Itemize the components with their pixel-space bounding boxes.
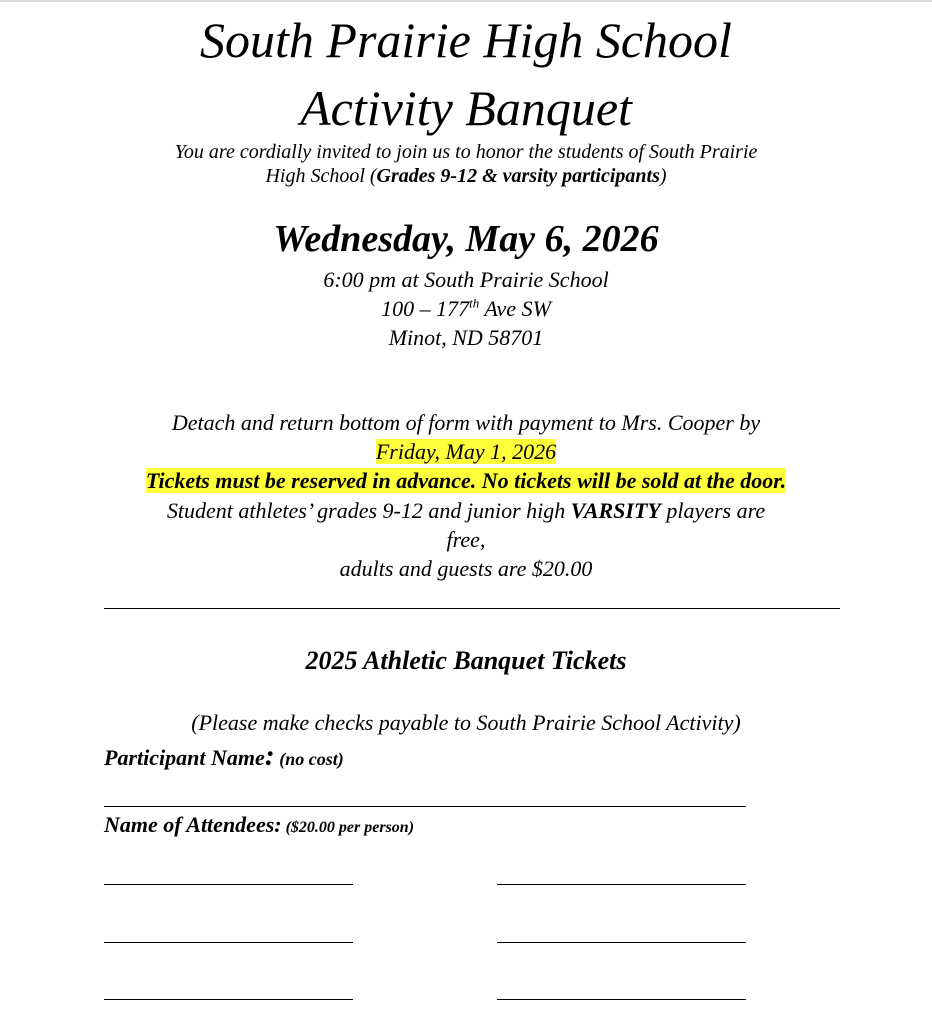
attendee-field-2[interactable] <box>497 884 746 885</box>
free-line: Student athletes’ grades 9-12 and junior high VARSITY players are <box>166 498 766 523</box>
advance-notice: Tickets must be reserved in advance. No tickets will be sold at the door. <box>145 468 787 493</box>
school-title: South Prairie High School <box>200 12 732 68</box>
attendee-field-6[interactable] <box>497 999 746 1000</box>
checks-note: (Please make checks payable to South Prairie School Activity) <box>191 710 741 735</box>
attendee-field-1[interactable] <box>104 884 353 885</box>
page-top-border <box>0 0 932 2</box>
deadline-line <box>0 437 932 466</box>
detach-instructions: Detach and return bottom of form with payment to Mrs. Cooper by <box>171 410 761 435</box>
event-address: 100 – 177th Ave SW <box>381 295 551 321</box>
participant-name-field[interactable] <box>104 806 746 807</box>
invite-line-2: High School (Grades 9-12 & varsity participants) <box>265 165 667 187</box>
invite-line-1: You are cordially invited to join us to honor the students of South Prairie <box>174 141 758 163</box>
attendees-label: Name of Attendees: ($20.00 per person) <box>104 812 415 837</box>
advance-notice-line <box>0 466 932 495</box>
participant-name-label: Participant Name: (no cost) <box>104 739 344 772</box>
banquet-title: Activity Banquet <box>300 80 632 136</box>
detach-divider <box>104 608 840 609</box>
event-date: Wednesday, May 6, 2026 <box>273 218 659 260</box>
event-time-location: 6:00 pm at South Prairie School <box>323 267 609 292</box>
attendee-field-3[interactable] <box>104 942 353 943</box>
free-word: free, <box>446 527 486 552</box>
deadline-highlight: Friday, May 1, 2026 <box>375 439 557 464</box>
attendee-field-5[interactable] <box>104 999 353 1000</box>
tickets-title: 2025 Athletic Banquet Tickets <box>305 646 627 675</box>
attendee-field-4[interactable] <box>497 942 746 943</box>
adults-price: adults and guests are $20.00 <box>339 556 593 581</box>
event-city: Minot, ND 58701 <box>388 325 544 350</box>
